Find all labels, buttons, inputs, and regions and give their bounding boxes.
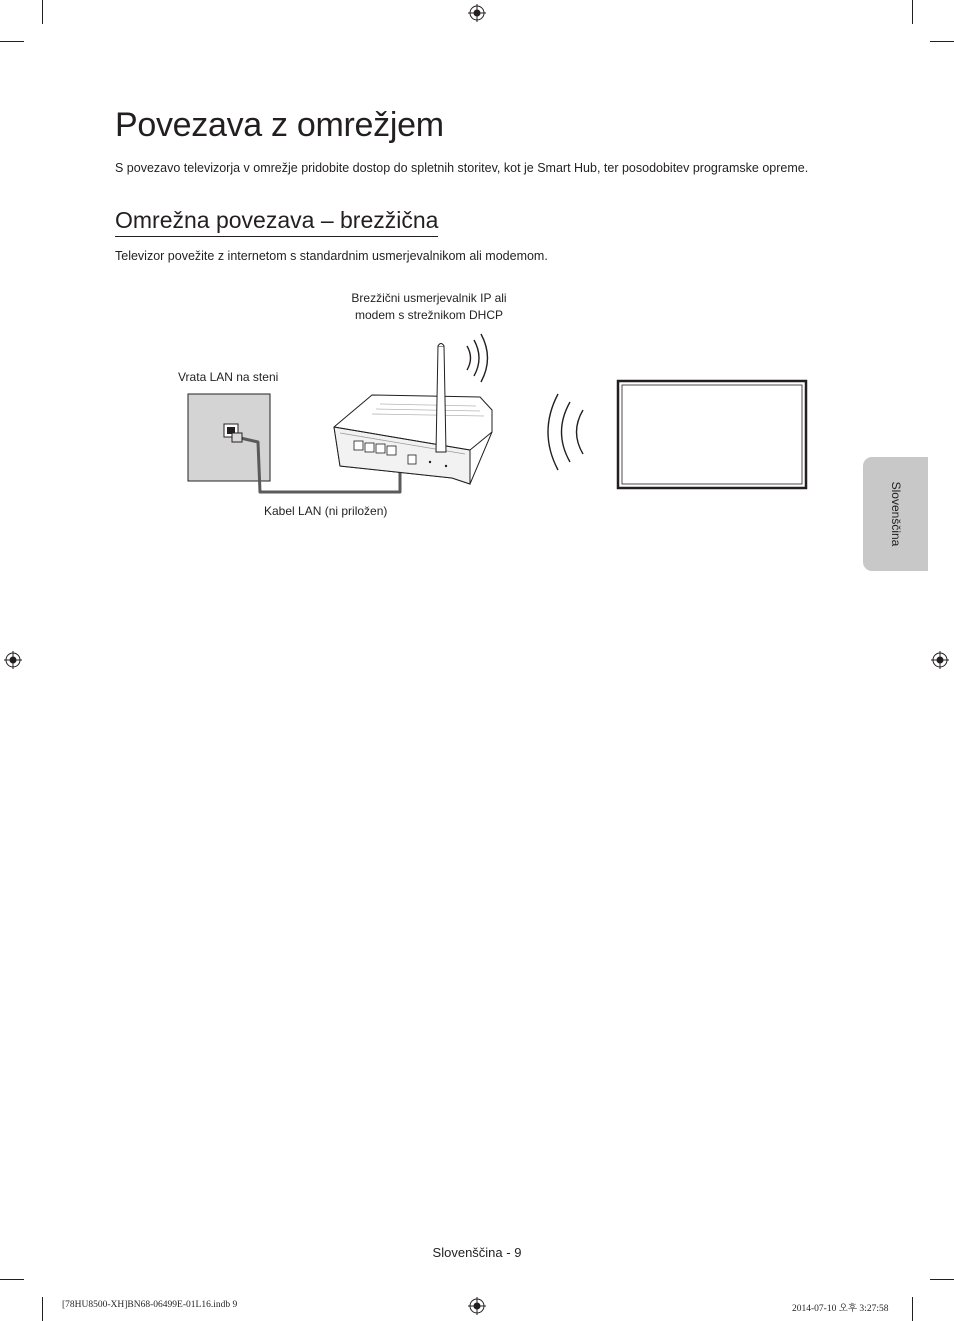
section-paragraph: Televizor povežite z internetom s standardnim usmerjevalnikom ali modemom.: [115, 249, 548, 263]
print-slug-date: 2014-07-10 오후 3:27:58: [792, 1304, 889, 1314]
wifi-waves-icon: [467, 334, 488, 382]
crop-mark-bottom-left-v: [42, 1297, 43, 1321]
language-side-tab: [863, 457, 928, 571]
router-label-line2: modem s strežnikom DHCP: [354, 308, 504, 322]
router-label-line1: Brezžični usmerjevalnik IP ali: [351, 291, 507, 305]
page-title: Povezava z omrežjem: [115, 106, 444, 144]
section-heading: Omrežna povezava – brezžična: [115, 207, 438, 237]
router-device: [334, 344, 492, 485]
cable-plug-wall: [232, 433, 242, 442]
crop-mark-bottom-right-v: [912, 1297, 913, 1321]
wifi-waves-icon: [548, 394, 583, 470]
print-slug-file: [78HU8500-XH]BN68-06499E-01L16.indb 9: [62, 1300, 238, 1310]
registration-mark-icon: [4, 651, 22, 669]
network-diagram: [0, 0, 954, 600]
side-tab-label: Slovenščina: [888, 481, 903, 547]
cable-label: Kabel LAN (ni priložen): [264, 504, 388, 518]
intro-paragraph: S povezavo televizorja v omrežje pridobite dostop do spletnih storitev, kot je Smart Hub, ter posodobitev programske opreme.: [115, 161, 809, 175]
registration-mark-icon: [931, 651, 949, 669]
tv-screen: [618, 381, 806, 488]
page-number: Slovenščina - 9: [432, 1245, 522, 1260]
registration-mark-icon: [468, 1297, 486, 1315]
crop-mark-bottom-right-h: [930, 1279, 954, 1280]
wall-port-label: Vrata LAN na steni: [178, 370, 279, 384]
crop-mark-bottom-left-h: [0, 1279, 24, 1280]
